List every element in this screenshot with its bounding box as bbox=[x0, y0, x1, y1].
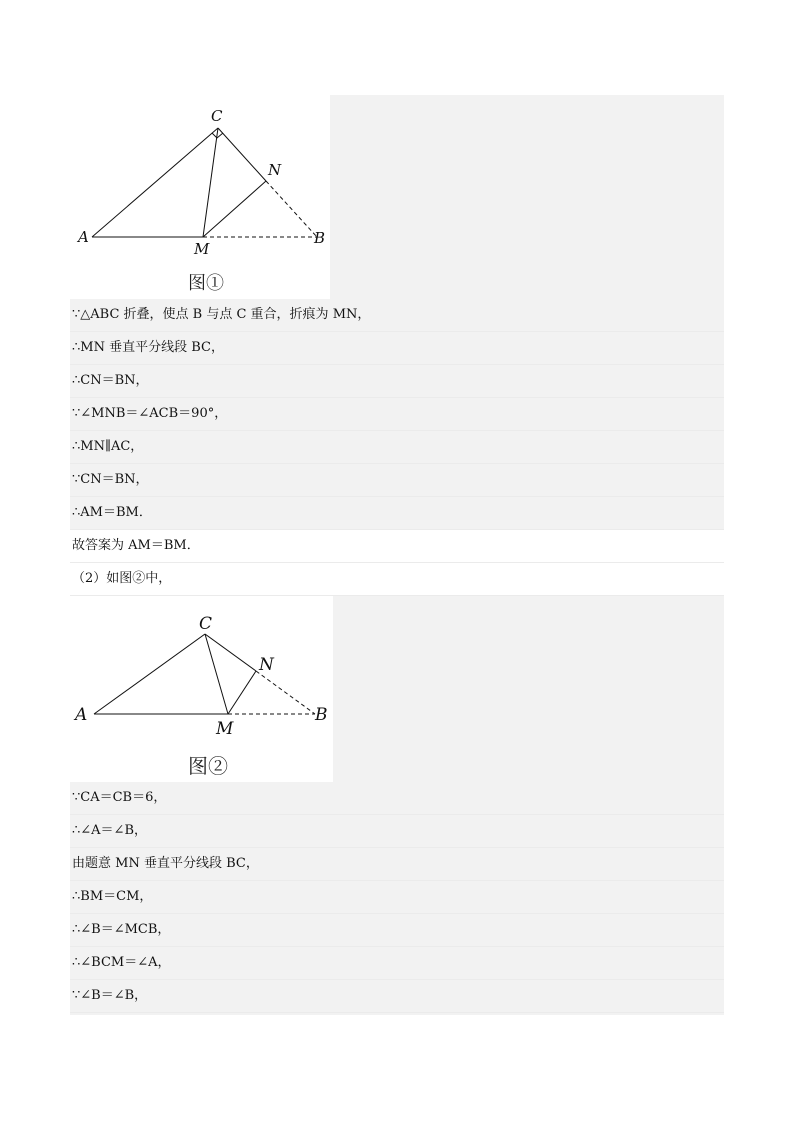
solution-line-13: ∴BM＝CM， bbox=[70, 881, 724, 914]
solution-line-1: ∵△ABC 折叠，使点 B 与点 C 重合，折痕为 MN， bbox=[70, 299, 724, 332]
solution-line-14: ∴∠B＝∠MCB， bbox=[70, 914, 724, 947]
label-m: M bbox=[194, 240, 210, 258]
label-b: B bbox=[315, 705, 328, 725]
figure-1-caption: 图① bbox=[188, 273, 224, 294]
figure-2-caption: 图② bbox=[188, 754, 228, 778]
solution-line-7: ∴AM＝BM． bbox=[70, 497, 724, 530]
figure-2 bbox=[70, 596, 333, 782]
solution-content bbox=[70, 95, 724, 1015]
solution-line-5: ∴MN∥AC， bbox=[70, 431, 724, 464]
solution-line-15: ∴∠BCM＝∠A， bbox=[70, 947, 724, 980]
label-a: A bbox=[75, 705, 88, 725]
solution-line-2: ∴MN 垂直平分线段 BC， bbox=[70, 332, 724, 365]
label-c: C bbox=[199, 614, 213, 634]
label-b: B bbox=[314, 229, 326, 247]
figure-1-block bbox=[70, 95, 724, 299]
figure-2-block bbox=[70, 596, 724, 782]
figure-1 bbox=[70, 95, 330, 299]
label-n: N bbox=[259, 655, 274, 675]
label-a: A bbox=[78, 228, 89, 246]
solution-line-3: ∴CN＝BN， bbox=[70, 365, 724, 398]
solution-line-8: 故答案为 AM＝BM． bbox=[70, 530, 724, 563]
solution-line-10: ∵CA＝CB＝6， bbox=[70, 782, 724, 815]
label-n: N bbox=[268, 161, 282, 179]
solution-line-4: ∵∠MNB＝∠ACB＝90°， bbox=[70, 398, 724, 431]
solution-line-9: （2）如图②中， bbox=[70, 563, 724, 596]
label-m: M bbox=[216, 719, 234, 739]
solution-line-6: ∵CN＝BN， bbox=[70, 464, 724, 497]
solution-line-11: ∴∠A＝∠B， bbox=[70, 815, 724, 848]
solution-line-16: ∵∠B＝∠B， bbox=[70, 980, 724, 1013]
label-c: C bbox=[211, 107, 223, 125]
solution-line-12: 由题意 MN 垂直平分线段 BC， bbox=[70, 848, 724, 881]
